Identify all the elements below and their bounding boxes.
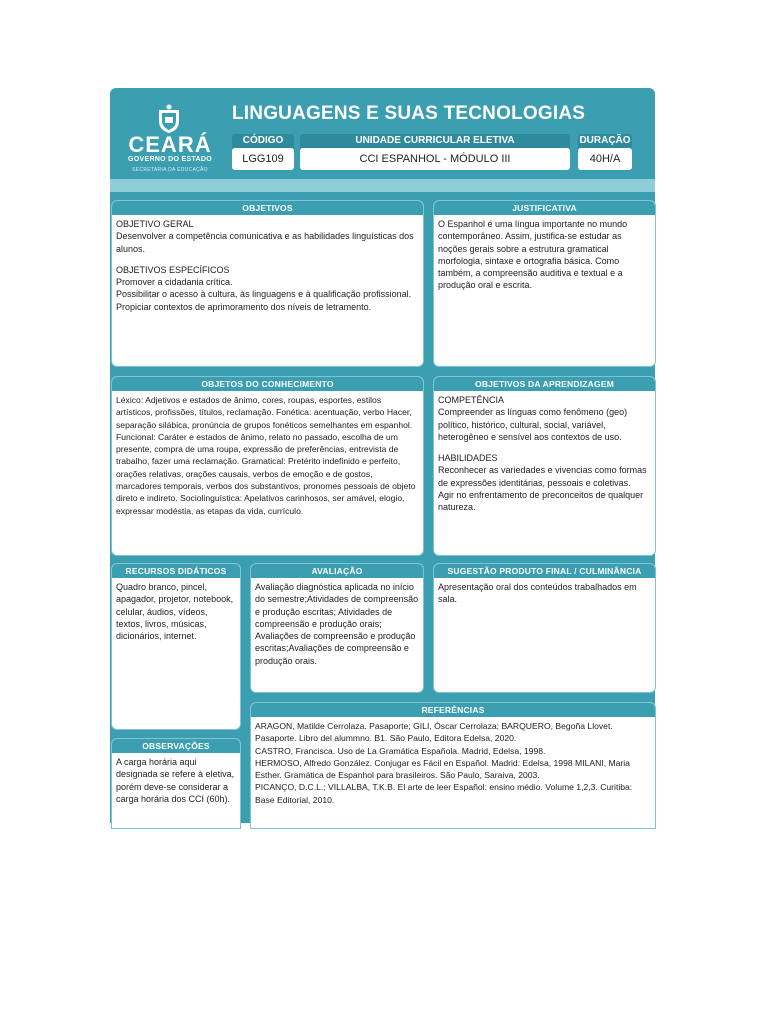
habilidades-label: HABILIDADES: [438, 453, 498, 464]
habilidade-2: Agir no enfrentamento de preconceitos de qualquer natureza.: [438, 490, 644, 513]
objetivos-aprendizagem-title: OBJETIVOS DA APRENDIZAGEM: [434, 377, 655, 391]
sugestao-produto-title: SUGESTÃO PRODUTO FINAL / CULMINÂNCIA: [434, 564, 655, 578]
logo-word: CEARÁ: [128, 132, 212, 157]
objetos-conhecimento-panel: [111, 376, 424, 556]
justificativa-panel: [433, 200, 656, 367]
codigo-label: CÓDIGO: [232, 134, 294, 148]
duracao-value: 40H/A: [589, 153, 621, 165]
objetivos-panel: [111, 200, 424, 367]
objetivo-especifico-3: Propiciar contextos de aprimoramento dos níveis de letramento.: [116, 301, 372, 312]
logo-subtitle: GOVERNO DO ESTADO: [128, 156, 212, 163]
recursos-didaticos-panel: [111, 563, 241, 730]
observacoes-title: OBSERVAÇÕES: [112, 739, 240, 753]
competencia-label: COMPETÊNCIA: [438, 395, 505, 405]
referencias-title: REFERÊNCIAS: [251, 703, 655, 717]
coat-of-arms-icon: [156, 104, 182, 134]
avaliacao-panel: [250, 563, 424, 693]
sugestao-produto-text: Apresentação oral dos conteúdos trabalhados em sala.: [438, 582, 637, 605]
objetivos-especificos-label: OBJETIVOS ESPECÍFICOS: [116, 264, 230, 275]
referencia-1: ARAGON, Matilde Cerrolaza. Pasaporte; GILI, Óscar Cerrolaza; BARQUERO, Begoña Llovet. Pasaporte. Libro del alummno. B1. São Paulo, Editora Edelsa, 2020.: [255, 721, 613, 744]
sugestao-produto-panel: [433, 563, 656, 693]
referencia-3: HERMOSO, Alfredo González. Conjugar es Fácil en Español. Madrid: Edelsa, 1998 MILANI, Maria Esther. Gramática de Espanhol para brasileiros. São Paulo, Saraiva, 2003.: [255, 757, 630, 781]
justificativa-title: JUSTIFICATIVA: [434, 201, 655, 215]
header-strip: [110, 179, 655, 192]
objetivo-geral-label: OBJETIVO GERAL: [116, 219, 194, 229]
page-title: LINGUAGENS E SUAS TECNOLOGIAS: [232, 103, 586, 124]
objetos-conhecimento-text: Léxico: Adjetivos e estados de ânimo, cores, roupas, esportes, estilos artísticos, profissões, títulos, reclamação. Fonética: acentuação, verbo Hacer, separação silábica, pronúncia de grupos fonéticos semelhantes em espanhol. Funcional: Caráter e estados de ânimo, relato no passado, escolha de um presente, compra de uma roupa, expressão de preferências, entrevista de trabalho, fazer uma reclamação. Gramatical: Pretérito indefinido e perfeito, orações relativas, orações causais, verbos de emoção e de gostos, marcadores temporais, verbos dos substantivos, pronomes pessoais de objeto direto e indireto. Sociolinguística: Apelativos carinhosos, ser amável, elogio, expressar modéstia, as etapas da vida, currículo.: [116, 395, 416, 516]
objetivos-title: OBJETIVOS: [112, 201, 423, 215]
avaliacao-title: AVALIAÇÃO: [251, 564, 423, 578]
unidade-value: CCI ESPANHOL - MÓDULO III: [359, 153, 511, 165]
referencia-2: CASTRO, Francisca. Uso de La Gramática Española. Madrid, Edelsa, 1998.: [255, 745, 546, 756]
unidade-label: UNIDADE CURRICULAR ELETIVA: [300, 134, 570, 148]
objetos-conhecimento-title: OBJETOS DO CONHECIMENTO: [112, 377, 423, 391]
codigo-value: LGG109: [242, 153, 284, 165]
objetivo-geral-text: Desenvolver a competência comunicativa e as habilidades linguísticas dos alunos.: [116, 231, 414, 254]
observacoes-panel: [111, 738, 241, 829]
competencia-text: Compreender as línguas como fenômeno (geo) político, histórico, cultural, social, variável, heterogêneo e sensível aos contextos de uso.: [438, 407, 628, 442]
habilidade-1: Reconhecer as variedades e vivencias como formas de expressões identitárias, pessoais e coletivas.: [438, 465, 647, 488]
logo-subtitle-2: SECRETARIA DA EDUCAÇÃO: [132, 167, 208, 173]
recursos-didaticos-title: RECURSOS DIDÁTICOS: [112, 564, 240, 578]
avaliacao-text: Avaliação diagnóstica aplicada no início do semestre;Atividades de compreensão e produção escritas; Atividades de compreensão e produção orais; Avaliações de compreensão e produção escritas;Avaliações de compreensão e produção orais.: [255, 582, 419, 666]
justificativa-text: O Espanhol é uma língua importante no mundo contemporâneo. Assim, justifica-se estudar as noções gerais sobre a estrutura gramatical morfologia, sintaxe e ortografia básica. Como também, a compreensão auditiva e textual e a produção oral e escrita.: [438, 219, 628, 291]
referencias-panel: [250, 702, 656, 829]
ceara-logo: [124, 104, 216, 176]
observacoes-text: A carga horária aqui designada se refere à eletiva, porém deve-se considerar a carga horária dos CCI (60h).: [116, 757, 235, 804]
recursos-didaticos-text: Quadro branco, pincel, apagador, projetor, notebook, celular, áudios, vídeos, textos, livros, músicas, dicionários, internet.: [116, 582, 234, 642]
duracao-label: DURAÇÃO: [579, 135, 631, 146]
objetivo-especifico-2: Possibilitar o acesso à cultura, às linguagens e à qualificação profissional.: [116, 289, 412, 300]
objetivo-especifico-1: Promover a cidadania crítica.: [116, 277, 233, 288]
referencia-4: PICANÇO, D.C.L.; VILLALBA, T.K.B. El arte de leer Español: ensino médio. Volume 1,2,3. Curitiba: Base Editorial, 2010.: [255, 782, 633, 805]
objetivos-aprendizagem-panel: [433, 376, 656, 556]
